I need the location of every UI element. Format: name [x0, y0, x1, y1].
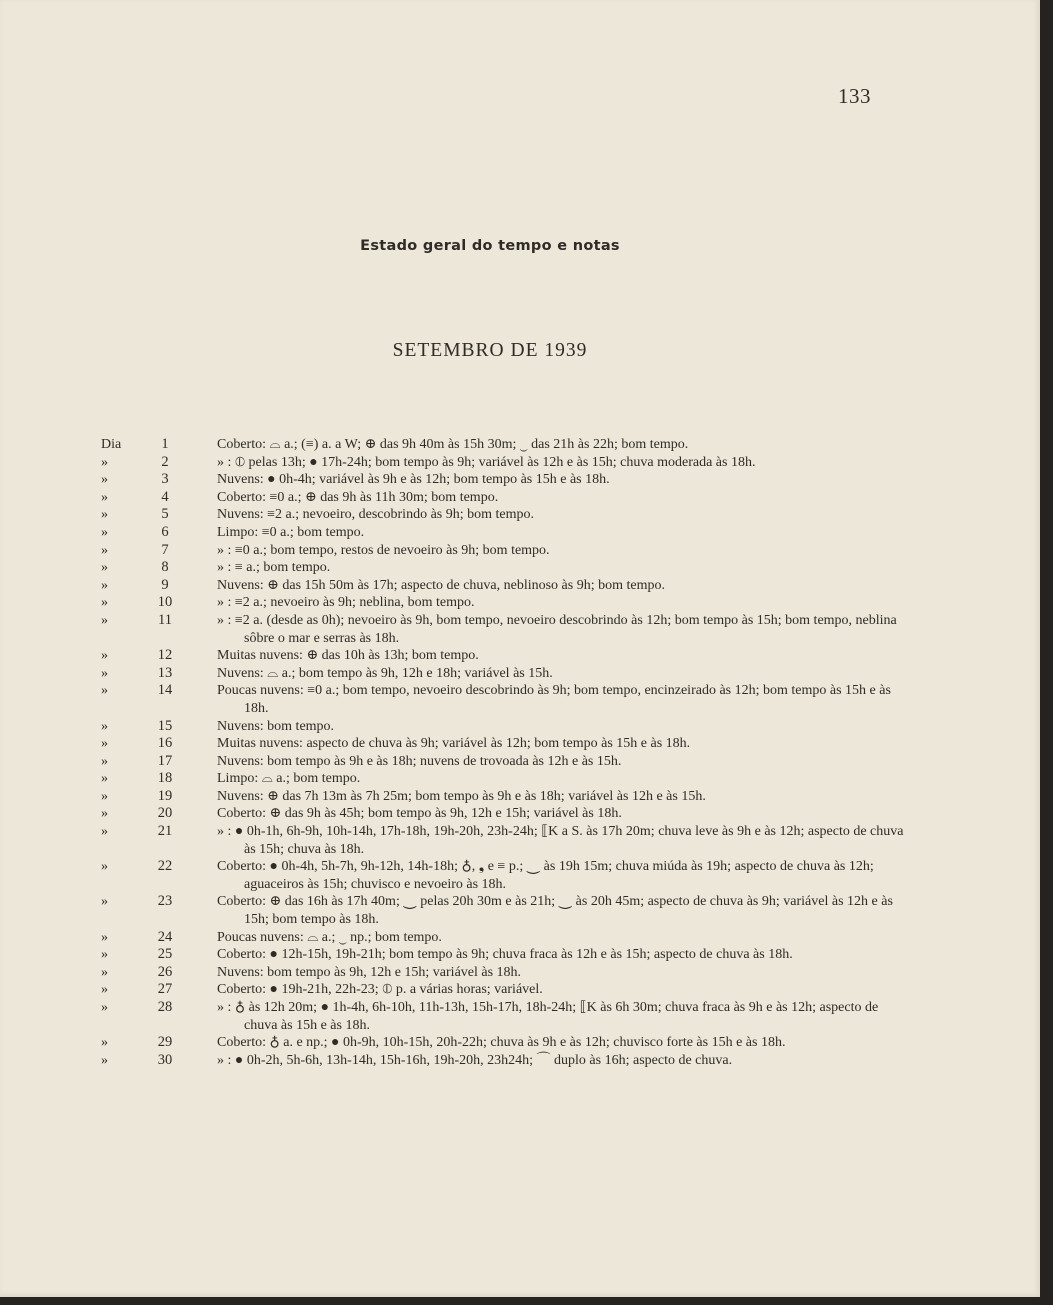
- month-heading: SETEMBRO DE 1939: [392, 340, 588, 361]
- entry-notes: Nuvens: bom tempo.: [217, 718, 335, 734]
- day-prefix: »: [101, 665, 108, 681]
- day-prefix: »: [101, 824, 108, 840]
- log-entry: [0, 682, 1040, 717]
- day-number: 14: [157, 682, 173, 699]
- entry-notes: Coberto: ≡0 a.; ⊕ das 9h às 11h 30m; bom tempo.: [217, 489, 499, 505]
- day-number: 23: [157, 893, 173, 910]
- log-entry: [0, 665, 1040, 683]
- log-entry: [0, 770, 1040, 788]
- entry-notes: » : ● 0h-2h, 5h-6h, 13h-14h, 15h-16h, 19h-20h, 23h24h; ⌒ duplo às 16h; aspecto de chuva.: [217, 1052, 733, 1068]
- log-entry: [0, 506, 1040, 524]
- day-number: 5: [161, 506, 169, 523]
- log-entry: [0, 805, 1040, 823]
- day-number: 24: [157, 928, 173, 945]
- day-prefix: »: [101, 964, 108, 980]
- day-number: 16: [157, 735, 173, 752]
- day-prefix: »: [101, 718, 108, 734]
- log-entry: [0, 1052, 1040, 1070]
- entry-notes: Nuvens: ● 0h-4h; variável às 9h e às 12h; bom tempo às 15h e às 18h.: [217, 472, 610, 488]
- day-number: 25: [157, 946, 173, 963]
- day-number: 11: [158, 611, 172, 628]
- weather-log: [0, 436, 1040, 1069]
- log-entry: [0, 559, 1040, 577]
- log-entry: [0, 753, 1040, 771]
- day-number: 9: [161, 576, 169, 593]
- day-number: 30: [157, 1051, 173, 1068]
- entry-notes: Coberto: ⊕ das 9h às 45h; bom tempo às 9h, 12h e 15h; variável às 18h.: [217, 806, 622, 822]
- day-number: 1: [161, 436, 169, 452]
- day-prefix: »: [101, 577, 108, 593]
- entry-notes: Coberto: ● 19h-21h, 22h-23; ⦶ p. a várias horas; variável.: [217, 982, 543, 998]
- log-entry: [0, 964, 1040, 982]
- day-prefix: »: [101, 648, 108, 664]
- day-prefix: »: [101, 524, 108, 540]
- day-prefix: »: [101, 612, 108, 628]
- entry-notes: » : ● 0h-1h, 6h-9h, 10h-14h, 17h-18h, 19h-20h, 23h-24h; ⟦K a S. às 17h 20m; chuva leve às 9h e às 12h; aspecto de chuva às 15h; chuva às 18h.: [217, 824, 904, 857]
- entry-notes: Coberto: ♁ a. e np.; ● 0h-9h, 10h-15h, 20h-22h; chuva às 9h e às 12h; chuvisco forte às 15h e às 18h.: [217, 1035, 786, 1051]
- day-number: 7: [161, 541, 169, 558]
- log-entry: [0, 735, 1040, 753]
- page-number: 133: [838, 84, 871, 108]
- day-prefix: »: [101, 489, 108, 505]
- log-entry: [0, 524, 1040, 542]
- log-entry: [0, 893, 1040, 928]
- day-number: 26: [157, 963, 173, 980]
- log-entry: [0, 612, 1040, 647]
- day-number: 18: [157, 770, 173, 787]
- day-prefix: »: [101, 1052, 108, 1068]
- day-number: 17: [157, 752, 173, 769]
- log-entry: [0, 489, 1040, 507]
- entry-notes: Poucas nuvens: ⌓ a.; ⏝ np.; bom tempo.: [217, 929, 442, 945]
- log-entry: [0, 594, 1040, 612]
- log-entry: [0, 946, 1040, 964]
- day-number: 13: [157, 664, 173, 681]
- entry-notes: Limpo: ≡0 a.; bom tempo.: [217, 524, 365, 540]
- log-entry: [0, 542, 1040, 560]
- day-prefix: »: [101, 542, 108, 558]
- day-number: 4: [161, 488, 169, 505]
- day-prefix: »: [101, 859, 108, 875]
- day-prefix: »: [101, 788, 108, 804]
- day-prefix: »: [101, 683, 108, 699]
- day-number: 8: [161, 559, 169, 576]
- entry-notes: Coberto: ⌓ a.; (≡) a. a W; ⊕ das 9h 40m às 15h 30m; ⏝ das 21h às 22h; bom tempo.: [217, 437, 689, 452]
- day-number: 3: [161, 471, 169, 488]
- log-entry: [0, 454, 1040, 472]
- log-entry: [0, 436, 1040, 454]
- log-entry: [0, 647, 1040, 665]
- day-prefix: »: [101, 806, 108, 822]
- entry-notes: Coberto: ● 12h-15h, 19h-21h; bom tempo às 9h; chuva fraca às 12h e às 15h; aspecto de chuva às 18h.: [217, 947, 793, 963]
- log-entry: [0, 929, 1040, 947]
- log-entry: [0, 577, 1040, 595]
- entry-notes: Nuvens: ⌓ a.; bom tempo às 9h, 12h e 18h; variável às 15h.: [217, 665, 553, 681]
- log-entry: [0, 999, 1040, 1034]
- day-prefix: »: [101, 595, 108, 611]
- day-prefix: »: [101, 929, 108, 945]
- day-number: 22: [157, 858, 173, 875]
- entry-notes: Coberto: ⊕ das 16h às 17h 40m; ⏝ pelas 20h 30m e às 21h; ⏝ às 20h 45m; aspecto de chuva às 9h; variável às 12h e às 15h; bom tempo às 18h.: [217, 894, 893, 928]
- day-number: 21: [157, 823, 173, 840]
- entry-notes: Nuvens: bom tempo às 9h, 12h e 15h; variável às 18h.: [217, 964, 522, 980]
- entry-notes: Nuvens: ⊕ das 7h 13m às 7h 25m; bom tempo às 9h e às 18h; variável às 12h e às 15h.: [217, 788, 706, 804]
- entry-notes: » : ≡ a.; bom tempo.: [217, 560, 331, 576]
- entry-notes: » : ♁ às 12h 20m; ● 1h-4h, 6h-10h, 11h-13h, 15h-17h, 18h-24h; ⟦K às 6h 30m; chuva fraca às 9h e às 12h; aspecto de chuva às 15h e às 18h.: [217, 1000, 879, 1033]
- log-entry: [0, 471, 1040, 489]
- day-prefix: »: [101, 560, 108, 576]
- day-prefix: »: [101, 472, 108, 488]
- day-prefix: »: [101, 1035, 108, 1051]
- day-number: 28: [157, 999, 173, 1015]
- day-number: 29: [157, 1034, 173, 1051]
- day-number: 10: [157, 594, 173, 611]
- log-entry: [0, 718, 1040, 736]
- entry-notes: » : ≡2 a.; nevoeiro às 9h; neblina, bom tempo.: [217, 595, 475, 611]
- day-prefix: Dia: [101, 437, 122, 452]
- day-number: 19: [157, 787, 173, 804]
- log-entry: [0, 823, 1040, 858]
- entry-notes: Nuvens: ≡2 a.; nevoeiro, descobrindo às 9h; bom tempo.: [217, 507, 535, 523]
- entry-notes: Coberto: ● 0h-4h, 5h-7h, 9h-12h, 14h-18h; ♁, ❟ e ≡ p.; ⏝ às 19h 15m; chuva miúda às 19h; aspecto de chuva às 12h; aguaceiros às 15h; chuvisco e nevoeiro às 18h.: [217, 859, 874, 892]
- entry-notes: » : ≡0 a.; bom tempo, restos de nevoeiro às 9h; bom tempo.: [217, 542, 550, 558]
- entry-notes: Poucas nuvens: ≡0 a.; bom tempo, nevoeiro descobrindo às 9h; bom tempo, encinzeirado às 12h; bom tempo às 15h e às 18h.: [217, 683, 891, 716]
- day-prefix: »: [101, 454, 108, 470]
- day-prefix: »: [101, 1000, 108, 1015]
- page-title: Estado geral do tempo e notas: [360, 238, 620, 254]
- entry-notes: » : ≡2 a. (desde as 0h); nevoeiro às 9h, bom tempo, nevoeiro descobrindo às 12h; bom tempo às 15h; bom tempo, neblina sôbre o mar e serras às 18h.: [217, 612, 897, 646]
- entry-notes: Limpo: ⌓ a.; bom tempo.: [217, 771, 361, 787]
- day-prefix: »: [101, 947, 108, 963]
- entry-notes: Nuvens: ⊕ das 15h 50m às 17h; aspecto de chuva, neblinoso às 9h; bom tempo.: [217, 577, 665, 593]
- entry-notes: Muitas nuvens: ⊕ das 10h às 13h; bom tempo.: [217, 648, 479, 664]
- day-prefix: »: [101, 736, 108, 752]
- entry-notes: Nuvens: bom tempo às 9h e às 18h; nuvens de trovoada às 12h e às 15h.: [217, 753, 622, 769]
- day-prefix: »: [101, 753, 108, 769]
- log-entry: [0, 981, 1040, 999]
- day-number: 20: [157, 805, 173, 822]
- day-number: 15: [157, 717, 173, 734]
- day-prefix: »: [101, 507, 108, 523]
- day-number: 6: [161, 523, 169, 540]
- day-prefix: »: [101, 771, 108, 787]
- log-entry: [0, 858, 1040, 893]
- log-entry: [0, 788, 1040, 806]
- day-prefix: »: [101, 982, 108, 998]
- entry-notes: Muitas nuvens: aspecto de chuva às 9h; variável às 12h; bom tempo às 15h e às 18h.: [217, 736, 691, 752]
- day-number: 27: [157, 981, 173, 998]
- log-entry: [0, 1034, 1040, 1052]
- entry-notes: » : ⦶ pelas 13h; ● 17h-24h; bom tempo às 9h; variável às 12h e às 15h; chuva moderada às 18h.: [217, 454, 756, 470]
- day-prefix: »: [101, 894, 108, 910]
- day-number: 2: [161, 453, 169, 470]
- day-number: 12: [157, 647, 173, 664]
